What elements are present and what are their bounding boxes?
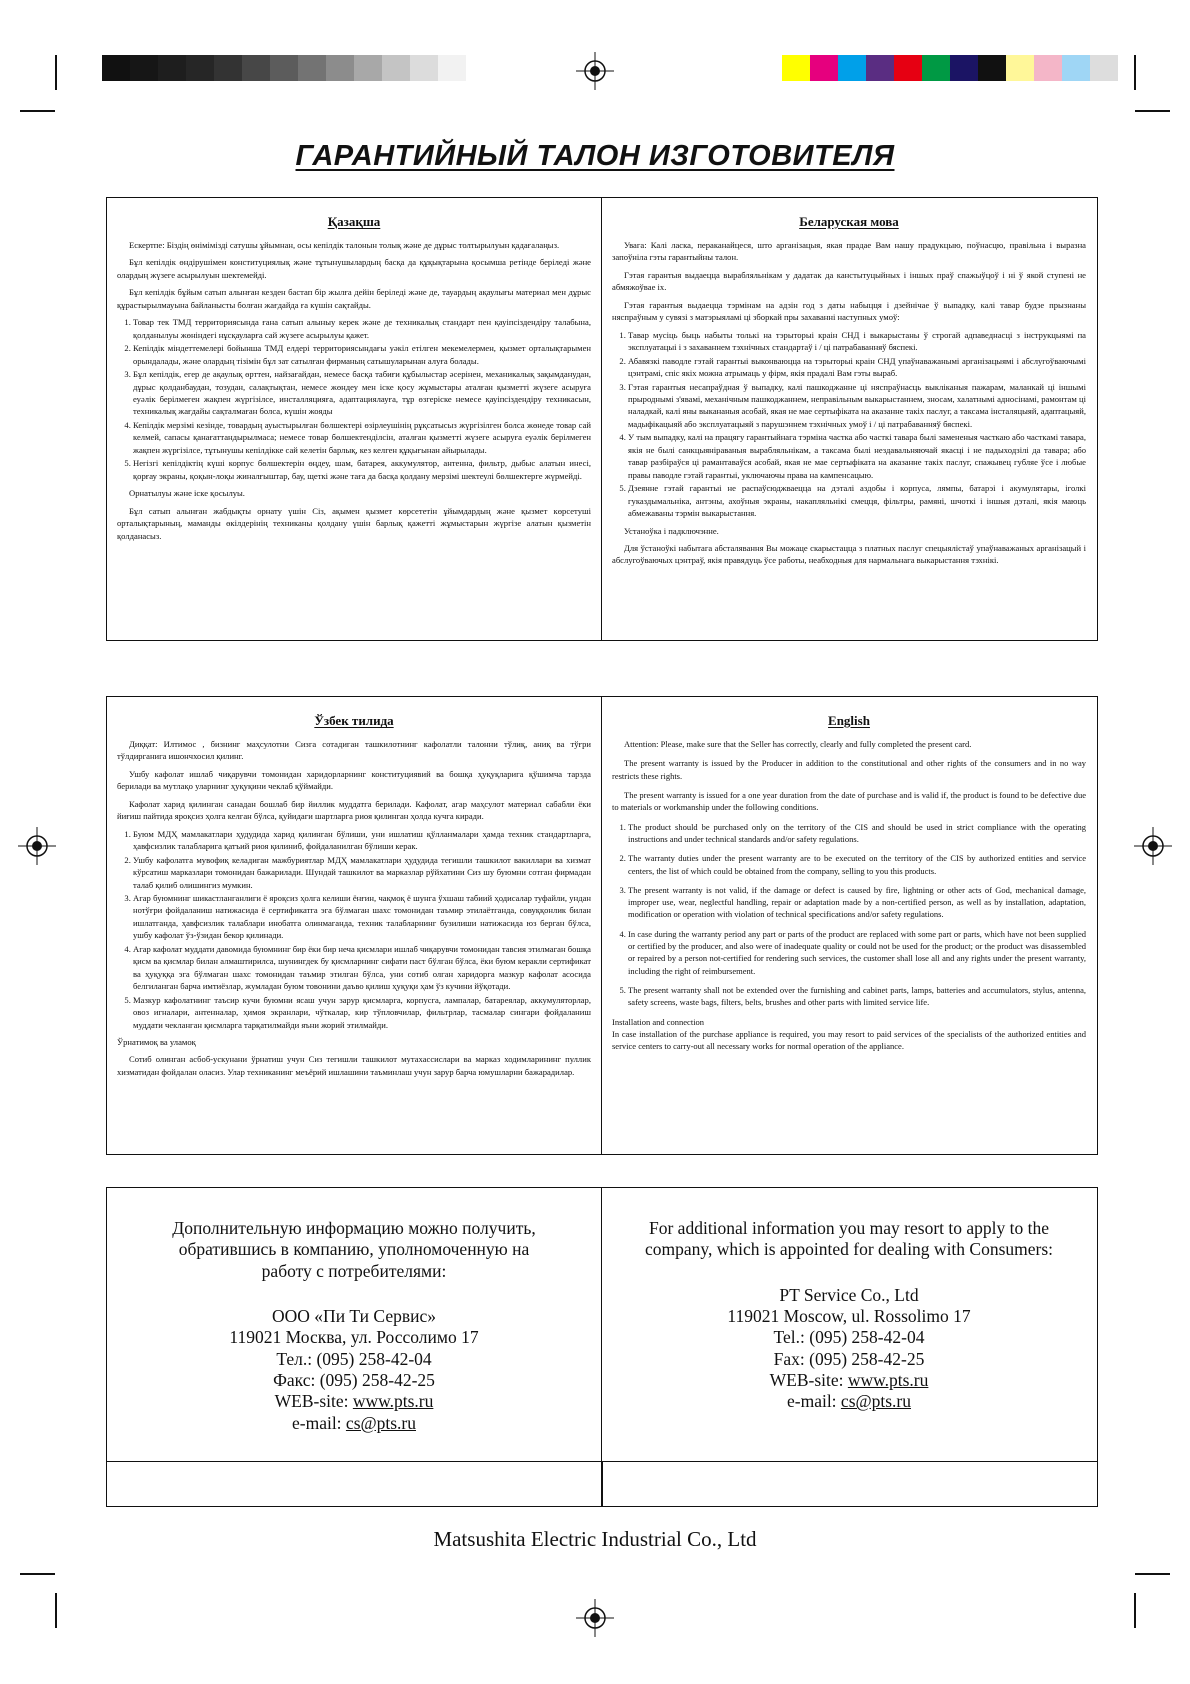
manufacturer-footer: Matsushita Electric Industrial Co., Ltd — [433, 1527, 757, 1551]
contacts-address-block — [602, 1285, 1096, 1413]
calibration-swatch — [130, 55, 158, 81]
paragraph: Гэтая гарантыя выдаецца тэрмінам на адзін год з даты набыцця і дзейнічае ў выпадку, калі тавар будзе прызнаны няспраўным у сувязі з матэрыяламі ці зборкай пры захаванні наступных умоў: — [612, 299, 1086, 323]
paragraph: Диққат: Илтимос , бизнинг маҳсулотни Сизга сотадиган ташкилотнинг кафолатли талонни тўлиқ, аниқ ва тўғри тўлдирганига ишончхосил қилинг. — [117, 739, 591, 762]
paragraph: Бұл сатып алынған жабдықты орнату үшін Сіз, ақымен қызмет көрсететін ұйымдардың және қызмет көрсетуші орталықтарының, маманды өкілдерінің техниканы қолдану үшін барлық қажетті жұмыстарын жүргізе алатын қызметін қолданасыз. — [117, 505, 591, 541]
phone-number: (095) 258-42-04 — [809, 1327, 925, 1348]
fax-line — [602, 1349, 1096, 1370]
section-english — [602, 697, 1096, 1154]
calibration-swatch — [298, 55, 326, 81]
warranty-box-kk-be — [106, 197, 1098, 641]
calibration-swatch — [158, 55, 186, 81]
list-item: 2. Ушбу кафолатга мувофиқ келадиган мажбуриятлар МДҲ мамлакатлари ҳудудида тегишли ташкилот вакиллари ва хизмат кўрсатиш марказлари томонидан бажарилади. Шундай ташкилот ва марказлар рўйхатини Сиз шу буюмни сотган фирмадан талаб қилиб олишингиз мумкин. — [133, 854, 591, 891]
calibration-swatch — [214, 55, 242, 81]
paragraph: The present warranty is issued for a one year duration from the date of purchase and is valid if, the product is found to be defective due to materials or workmanship under the following conditions. — [612, 789, 1086, 813]
email-label: e-mail: — [291, 1412, 346, 1433]
crop-mark — [1135, 1573, 1170, 1575]
calibration-swatch — [242, 55, 270, 81]
phone-line — [602, 1327, 1096, 1348]
contacts-lead: Дополнительную информацию можно получить, обратившись в компанию, уполномоченную на работу с потребителями: — [172, 1218, 536, 1281]
list-item: 5. Негізгі кепілдіктің күші корпус бөлшектерін өңдеу, шам, батарея, аккумулятор, антенна, фильтр, дыбыс алатын инесі, қорғау экраны, қоқын-лоқы жиналғыштар, бау, щеткі және таға да басқа қолдану мерзімі шектеулі бөлшектерге жүрмейді. — [133, 457, 591, 482]
paragraph: The present warranty is issued by the Producer in addition to the constitutional and other rights of the consumers and in no way restricts these rights. — [612, 758, 1086, 781]
paragraph: Ушбу кафолат ишлаб чиқарувчи томонидан харидорларнинг конституциявий ва бошқа ҳуқуқларига қўшимча тарзда берилади ва мутлақо уларнинг ҳуқуқини чеклаб қўймайди. — [117, 768, 591, 792]
list-item: 4. Кепілдік мерзімі кезінде, товардың ауыстырылған бөлшектері өзірлеушінің рұқсатысыз жүргізілген болса жөнеде товар сай келмей, сапасы қанағаттандырылмаса; немесе товар бөлшектенділсін, аталған қызметті жүзеге асыруға еуәлік берілмеген жақпен жүргізілсе, тұтынушы кепілдікке сай келетін барлық, кез келген құқығынан айырылады. — [133, 419, 591, 456]
section-heading: English — [828, 713, 870, 728]
fax-label: Факс: — [273, 1370, 320, 1391]
section-kazakh — [107, 198, 602, 640]
phone-label: Tel.: — [773, 1327, 810, 1348]
paragraph: Гэтая гарантыя выдаецца вырабляльнікам у дадатак да канстытуцыйных і іншых праў спажыўцоў і ні ў якой ступені не абмяжоўвае іх. — [612, 269, 1086, 293]
phone-line — [107, 1349, 601, 1370]
registration-mark-icon — [1134, 827, 1172, 865]
email-link[interactable]: cs@pts.ru — [840, 1391, 911, 1412]
conditions-list — [117, 316, 591, 482]
calibration-swatch — [186, 55, 214, 81]
crop-mark — [20, 1573, 55, 1575]
contacts-russian — [107, 1188, 602, 1461]
calibration-swatch — [866, 55, 894, 81]
crop-mark — [55, 1593, 57, 1628]
installation-title: Installation and connection — [612, 1016, 705, 1027]
list-item: 5. Дзеянне гэтай гарантыі не распаўсюджваецца на дэталі аздобы і корпуса, лямпы, батарэі і акумулятары, іголкі гуказдымальніка, антэны, ахоўныя экраны, накапляльнікі смецця, фільтры, рамяні, шчоткі і іншыя дэталі, якія маюць абмежаваны тэрмін выкарыстання. — [628, 482, 1086, 519]
section-heading: Беларуская мова — [799, 214, 899, 229]
calibration-swatch — [1034, 55, 1062, 81]
calibration-swatch — [782, 55, 810, 81]
list-item: 3. The present warranty is not valid, if the damage or defect is caused by fire, lightning or other acts of God, mechanical damage, improper use, wear, neglectful handling, repair or adaptation made by a non-certified person, as well as by installation, adaptation, modification or operation with violation of technical specifications and/or safety regulations. — [628, 884, 1086, 921]
paragraph: Бұл кепілдік бұйым сатып алынған кезден бастап бір жылға дейін беріледі және де, тауардың ақаулығы материал мен дұрыс құрастырылмауына байланысты болған жағдайда ға күшін сақтайды. — [117, 287, 591, 310]
phone-number: (095) 258-42-04 — [316, 1348, 432, 1369]
paragraph: In case installation of the purchase appliance is required, you may resort to paid services of the specialists of the authorized entities and service centers to carry-out all necessary works for normal operation of the appliance. — [612, 1028, 1086, 1052]
calibration-swatch — [270, 55, 298, 81]
fax-number: (095) 258-42-25 — [809, 1348, 925, 1369]
calibration-swatch — [326, 55, 354, 81]
section-heading: Қазақша — [327, 214, 381, 229]
company-address: 119021 Moscow, ul. Rossolimo 17 — [727, 1306, 971, 1327]
calibration-swatch — [894, 55, 922, 81]
contacts-box — [106, 1187, 1098, 1507]
company-name: ООО «Пи Ти Сервис» — [272, 1306, 436, 1327]
calibration-swatch — [1006, 55, 1034, 81]
calibration-swatch — [102, 55, 130, 81]
company-name: PT Service Co., Ltd — [779, 1284, 919, 1305]
page-title: ГАРАНТИЙНЫЙ ТАЛОН ИЗГОТОВИТЕЛЯ — [295, 140, 895, 172]
crop-mark — [1134, 1593, 1136, 1628]
list-item: 3. Гэтая гарантыя несапраўдная ў выпадку, калі пашкоджанне ці няспраўнасць выкліканыя пажарам, маланкай ці іншымі прыроднымі з'явамі, механічным пашкоджаннем, неправільным выкарыстаннем, зносам, халатнымі адносінамі, рамонтам ці наладкай, калі яны выкананыя асобай, якая не мае сертыфіката на аказанне такіх паслуг, а таксама інсталяцыяй, адаптацыяй, мадыфікацыяй або эксплуатацыяй з парушэннем тэхнічных умоў і / ці патрабаванняў бяспекі. — [628, 381, 1086, 431]
calibration-swatch — [922, 55, 950, 81]
website-line — [602, 1370, 1096, 1391]
color-calibration-strip — [782, 55, 1118, 81]
list-item: 5. Мазкур кафолатнинг таъсир кучи буюмни ясаш учун зарур қисмларга, корпусга, лампалар, батареялар, аккумуляторлар, овоз игналари, антенналар, ҳимоя экранлари, чўткалар, кир тўпловчилар, фильтрлар, тасмалар сингари фойдаланиш муддати чекланган қисмларга тарқатилмайди яъни жорий этилмайди. — [133, 994, 591, 1031]
email-line — [602, 1391, 1096, 1412]
email-line — [107, 1413, 601, 1434]
fax-label: Fax: — [773, 1348, 810, 1369]
calibration-swatch — [410, 55, 438, 81]
website-label: WEB-site: — [274, 1391, 353, 1412]
section-uzbek — [107, 697, 602, 1154]
conditions-list — [117, 828, 591, 1031]
installation-title: Ўрнатимоқ ва уламоқ — [117, 1036, 196, 1047]
list-item: 3. Бұл кепілдік, егер де ақаулық өрттен, найзағайдан, немесе басқа табиғи құбылыстар әсерінен, механикалық зақымданудан, дұрыс қолданбаудан, тозудан, салақтықтан, немесе жөндеу мен іске қосу жұмыстары аталған қызметті жүзеге асыруға еуәлік берілмеген жақпен жүргізілсе, инсталляцияға, адаптациялауға, тұр өзгерiске немесе қауiпсiздендiру техникасын, техникалық жағдайы сақталмаған болса, күшін жояды — [133, 368, 591, 418]
fax-line — [107, 1370, 601, 1391]
list-item: 1. Тавар мусіць быць набыты толькі на тэрыторыі краін СНД і выкарыстаны ў строгай адпаведнасці з інструкцыямі па эксплуатацыі і з захаваннем тэхнічных стандартаў і / ці патрабаванняў бяспекі. — [628, 329, 1086, 354]
calibration-swatch — [1090, 55, 1118, 81]
website-link[interactable]: www.pts.ru — [847, 1370, 929, 1391]
paragraph: Attention: Please, make sure that the Seller has correctly, clearly and fully completed the present card. — [624, 739, 972, 749]
divider — [601, 1462, 603, 1506]
crop-mark — [1135, 110, 1170, 112]
warranty-box-uz-en — [106, 696, 1098, 1155]
phone-label: Тел.: — [276, 1348, 317, 1369]
section-heading: Ўзбек тилида — [314, 713, 394, 728]
calibration-swatch — [382, 55, 410, 81]
conditions-list — [612, 821, 1086, 1009]
list-item: 2. Кепілдік міндеттемелері бойынша ТМД елдері территориясындағы уәкіл етілген мекемелермен, қызмет орталықтарымен орындалады, және олардың тізімін бұл зат сатылған фирманың сатышуларынан алуға болады. — [133, 342, 591, 367]
contacts-address-block — [107, 1306, 601, 1434]
calibration-swatch — [838, 55, 866, 81]
registration-mark-icon — [576, 1599, 614, 1637]
section-belarusian — [602, 198, 1096, 640]
website-line — [107, 1391, 601, 1412]
list-item: 4. In case during the warranty period any part or parts of the product are replaced with some part or parts, which have not been supplied or certified by the producer, and also were of inadequate quality or could not be used for the product; or the product was disassembled or repaired by a person not-certified for rendering such services, the customer shall lose all and any rights under the present warranty, including the right of reimbursement. — [628, 928, 1086, 977]
website-link[interactable]: www.pts.ru — [352, 1391, 434, 1412]
calibration-swatch — [978, 55, 1006, 81]
fax-number: (095) 258-42-25 — [319, 1370, 435, 1391]
calibration-swatch — [438, 55, 466, 81]
list-item: 1. Товар тек ТМД территориясында ғана сатып алыныу керек және де техникалық стандарт пен қауіпсіздендіру талабына, қолданылуы жөніндегі нұсқауларға сай жүзеге асырылуы қажет. — [133, 316, 591, 341]
list-item: 2. Абавязкі паводле гэтай гарантыі выконваюцца на тэрыторыі краін СНД упаўнаважанымі арганізацыямі і абслугоўваючымі цэнтрамі, спіс якіх можна атрымаць у фірм, якія прадалі Вам гэты выраб. — [628, 355, 1086, 380]
paragraph: Для ўстаноўкі набытага абсталявання Вы можаце скарыстацца з платных паслуг спецыялістаў упаўнаважаных арганізацый і абслугоўваючых цэнтраў, якія правядуць ўсе работы, неабходныя для нармальнага выкарыстання тэхнікі. — [612, 542, 1086, 566]
list-item: 4. Агар кафолат муддати давомида буюмнинг бир ёки бир неча қисмлари ишлаб чиқарувчи томонидан тавсия этилмаган бошқа қисм ва қисмлар билан алмаштирилса, шунингдек бу қисмларнинг сифати паст бўлган бўлса, ёки буюм керакли сертификат ва ҳуқуққа эга бўлмаган шахс томонидан таъмир этилган бўлса, уни сотиб олган харидорга мазкур кафолат асосида белгиланган барча имтиёзлар, жумладан буюм товонини даъво қилиш ҳуқуқи ҳам ўз кучини йўқотади. — [133, 943, 591, 993]
paragraph: Увага: Калі ласка, пераканайцеся, што арганізацыя, якая прадае Вам нашу прадукцыю, поўнасцю, правільна і выразна запоўніла гэты гарантыйны талон. — [612, 240, 1086, 263]
paragraph: Кафолат харид қилинган санадан бошлаб бир йиллик муддатга берилади. Кафолат, агар маҳсулот материал сабабли ёки йиғиш пайтида яроқсиз ҳолга келган бўлса, қуйидаги шартларга риоя қилинган ҳолда кучга киради. — [117, 798, 591, 822]
calibration-swatch — [1062, 55, 1090, 81]
gray-calibration-strip — [102, 55, 466, 81]
company-address: 119021 Москва, ул. Россолимо 17 — [229, 1327, 479, 1348]
conditions-list — [612, 329, 1086, 520]
list-item: 3. Агар буюмнинг шикастланганлиги ё яроқсиз ҳолга келиши ёнғин, чақмоқ ё шунга ўхшаш табиий ҳодисалар туфайли, ундан нотўғри фойдаланиш натижасида ё сертификатга эга бўлмаган шахс томонидан таъмир этилаётганда, совуққонлик билан ишлатганда, ҳавфсизлик талаблари инобатга олинмаганда, техник талабларнинг бузилиши натижасида юз берган бўлса, ушбу кафолат ўз-ўзидан бекор қилинади. — [133, 892, 591, 942]
calibration-swatch — [810, 55, 838, 81]
registration-mark-icon — [576, 52, 614, 90]
stamp-row — [107, 1461, 1097, 1506]
email-link[interactable]: cs@pts.ru — [345, 1412, 416, 1433]
calibration-swatch — [950, 55, 978, 81]
installation-title: Орнатылуы және іске қосылуы. — [129, 488, 245, 499]
contacts-english — [602, 1188, 1096, 1461]
calibration-swatch — [354, 55, 382, 81]
installation-title: Устаноўка і падключэнне. — [624, 525, 719, 536]
list-item: 4. У тым выпадку, калі на працягу гарантыйнага тэрміна частка або часткі тавара былі замененыя часткаю або часткамі тавара, якія не былі санкцыянiраваныя вырабляльнікам, а таксама былі нездавальняючай якасці і не падыходзілі да тавара; або тавар разбіраўся ці рамантаваўся асобай, якая не мае сертыфіката на аказанне такіх паслуг, спажывец губляе ўсе і любые правы паводле гэтай гарантыі, уключаючы права на кампенсацыю. — [628, 431, 1086, 481]
email-label: e-mail: — [786, 1391, 841, 1412]
list-item: 1. The product should be purchased only on the territory of the CIS and should be used in strict compliance with the operating instructions and under technical standards and/or safety regulations. — [628, 821, 1086, 846]
crop-mark — [1134, 55, 1136, 90]
crop-mark — [55, 55, 57, 90]
paragraph: Бұл кепілдік өндірушімен конституциялық және тұтынушылардың басқа да құқықтарына қосымша ретінде беріледі және олардың жүзеге асырылуын шектемейді. — [117, 257, 591, 280]
paragraph: Ескертпе: Біздің өнімімізді сатушы ұйымнан, осы кепілдік талонын толық және де дұрыс толтырылуын қадағалаңыз. — [129, 240, 560, 250]
website-label: WEB-site: — [769, 1370, 848, 1391]
list-item: 5. The present warranty shall not be extended over the furnishing and cabinet parts, lamps, batteries and accumulators, stylus, antenna, safety screens, waste bags, filters, belts, brushes and other parts with limited service life. — [628, 984, 1086, 1009]
paragraph: Сотиб олинган асбоб-ускунани ўрнатиш учун Сиз тегишли ташкилот мутахассислари ва марказ ходимларининг пуллик хизматидан фойдалан оласиз. Улар техниканинг меъёрий ишлашини таъминлаш учун зарур барча юмушларни бажарадилар. — [117, 1054, 591, 1077]
crop-mark — [20, 110, 55, 112]
registration-mark-icon — [18, 827, 56, 865]
list-item: 2. The warranty duties under the present warranty are to be executed on the territory of the CIS by authorized entities and service centers, the list of which could be obtained from the company, selling to you this products. — [628, 852, 1086, 877]
list-item: 1. Буюм МДҲ мамлакатлари ҳудудида харид қилинган бўлиши, уни ишлатиш қўлланмалари ҳамда техник стандартларга, ҳавфсизлик талабларига қатъий риоя қилиниб, фойдаланилган бўлиши керак. — [133, 828, 591, 853]
contacts-lead: For additional information you may resort to apply to the company, which is appointed for dealing with Consumers: — [644, 1218, 1054, 1260]
